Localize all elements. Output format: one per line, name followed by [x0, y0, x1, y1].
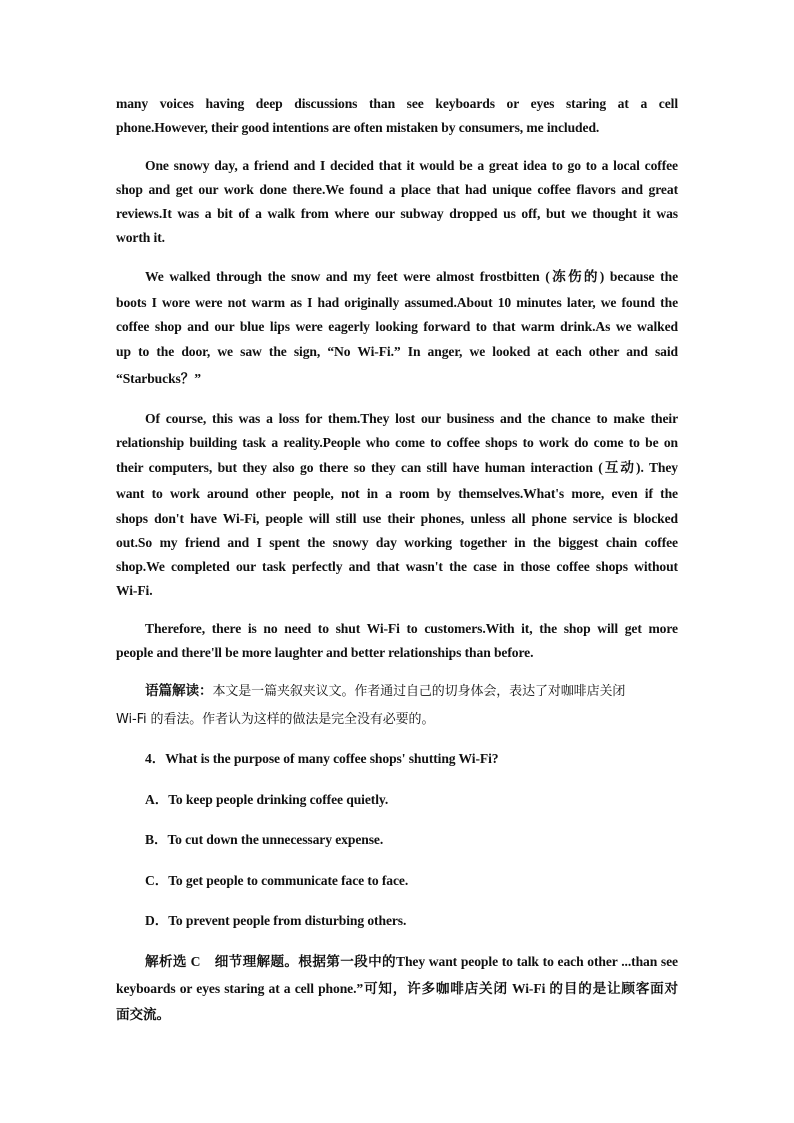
text-line: One snowy day, a friend and I decided that it would be a great idea to go to a local coffee [145, 158, 678, 173]
analysis-text: 本文是一篇夹叙夹议文。作者通过自己的切身体会，表达了对咖啡店关闭 [212, 684, 626, 699]
text-line: Therefore, there is no need to shut Wi-Fi to customers.With it, the shop will get more [145, 621, 678, 636]
text-line: people and there'll be more laughter and better relationships than before. [116, 645, 534, 660]
text-line: want to work around other people, not in a room by themselves.What's more, even if the [116, 486, 678, 501]
answer-line: 面交流。 [116, 1007, 170, 1022]
analysis-text: Wi-Fi 的看法。作者认为这样的做法是完全没有必要的。 [116, 712, 435, 727]
text-line: We walked through the snow and my feet were almost frostbitten (冻伤的) because the [145, 269, 678, 284]
text-line: “Starbucks？” [116, 371, 201, 386]
text-line: coffee shop and our blue lips were eagerly looking forward to that warm drink.As we walked [116, 319, 678, 334]
text-line: out.So my friend and I spent the snowy day working together in the biggest chain coffee [116, 535, 678, 550]
analysis-line [116, 710, 678, 729]
text-line: Of course, this was a loss for them.They lost our business and the chance to make their [145, 411, 678, 426]
option-a: A．To keep people drinking coffee quietly. [145, 792, 389, 807]
analysis-label: 语篇解读： [145, 683, 213, 698]
text-line: shop.We completed our task perfectly and that wasn't the case in those coffee shops without [116, 559, 678, 574]
answer-line: 解析选 C 细节理解题。根据第一段中的They want people to talk to each other ...than see [145, 954, 678, 969]
text-line: up to the door, we saw the sign, “No Wi-Fi.” In anger, we looked at each other and said [116, 344, 678, 359]
option-c: C．To get people to communicate face to face. [145, 873, 409, 888]
answer-line: keyboards or eyes staring at a cell phone.”可知，许多咖啡店关闭 Wi-Fi 的目的是让顾客面对 [116, 981, 678, 996]
analysis-line [145, 682, 678, 701]
text-line: shops don't have Wi-Fi, people will still use their phones, unless all phone service is blocked [116, 511, 678, 526]
text-line: reviews.It was a bit of a walk from where our subway dropped us off, but we thought it was [116, 206, 678, 221]
text-line: worth it. [116, 230, 165, 245]
text-line: shop and get our work done there.We found a place that had unique coffee flavors and great [116, 182, 678, 197]
text-line: phone.However, their good intentions are often mistaken by consumers, me included. [116, 120, 600, 135]
text-line: Wi-Fi. [116, 583, 153, 598]
option-b: B．To cut down the unnecessary expense. [145, 832, 384, 847]
text-line: boots I wore were not warm as I had originally assumed.About 10 minutes later, we found the [116, 295, 678, 310]
text-line: their computers, but they also go there so they can still have human interaction (互动). They [116, 460, 678, 475]
option-d: D．To prevent people from disturbing others. [145, 913, 407, 928]
question-stem: 4．What is the purpose of many coffee shops' shutting Wi-Fi? [145, 751, 499, 766]
text-line: relationship building task a reality.People who come to coffee shops to work do come to be on [116, 435, 678, 450]
text-line: many voices having deep discussions than see keyboards or eyes staring at a cell [116, 96, 678, 111]
